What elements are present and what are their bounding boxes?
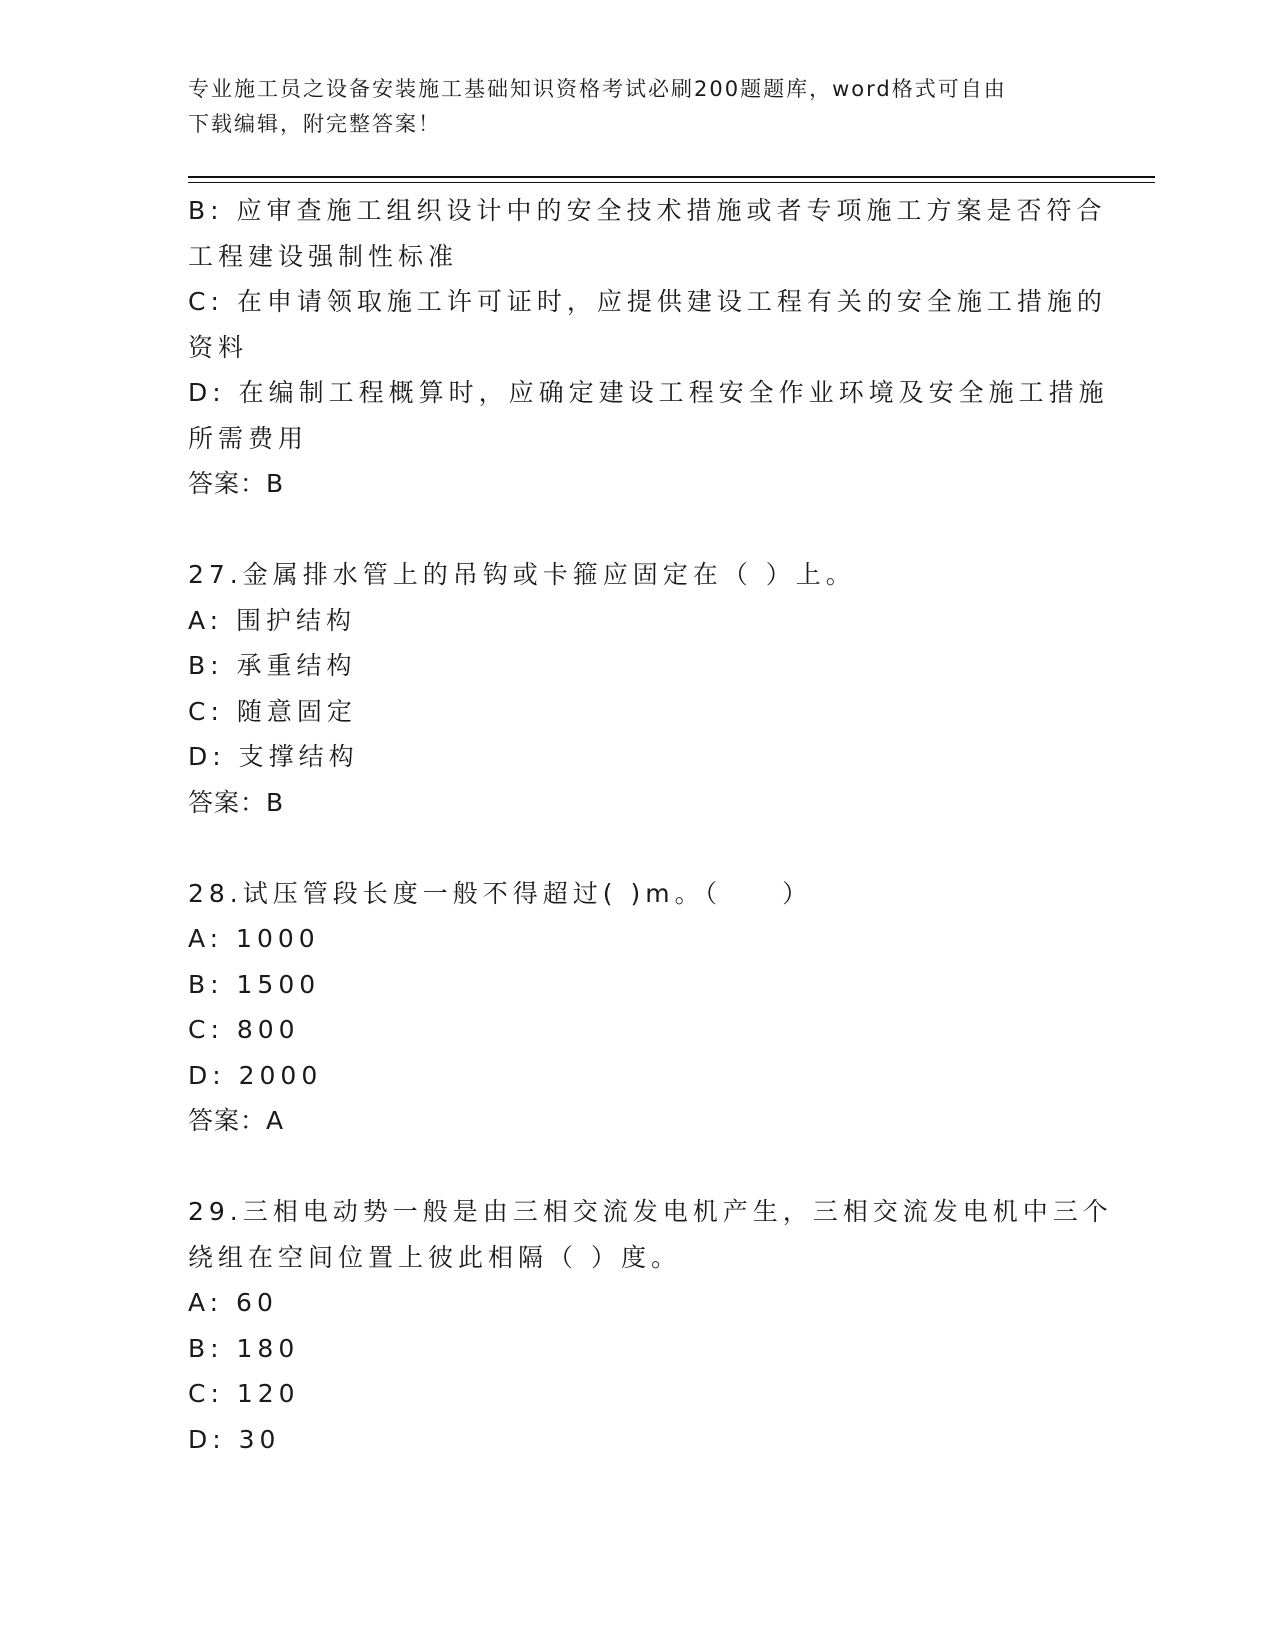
header-divider-thick (188, 176, 1155, 178)
header-line-2: 下载编辑，附完整答案！ (188, 112, 441, 136)
q28-answer: 答案：A (188, 1106, 285, 1135)
spacer (188, 825, 1088, 871)
q28-option-c: C: 800 (188, 1015, 300, 1044)
q26-option-c-line-1: C: 在申请领取施工许可证时，应提供建设工程有关的安全施工措施的 (188, 287, 1107, 316)
q28-option-b: B: 1500 (188, 969, 321, 999)
q26-answer: 答案：B (188, 469, 285, 498)
q27-answer: 答案：B (188, 787, 285, 817)
document-header (188, 72, 1068, 142)
question-28-block (188, 871, 1088, 1144)
q29-option-b: B: 180 (188, 1333, 300, 1363)
q27-question: 27.金属排水管上的吊钩或卡箍应固定在（ ）上。 (188, 560, 856, 589)
q28-option-a: A: 1000 (188, 924, 320, 953)
header-line-1: 专业施工员之设备安装施工基础知识资格考试必刷200题题库，word格式可自由 (188, 77, 1007, 101)
q27-option-d: D: 支撑结构 (188, 742, 359, 771)
document-body (188, 188, 1113, 1462)
q26-option-b-line-1: B: 应审查施工组织设计中的安全技术措施或者专项施工方案是否符合 (188, 196, 1107, 225)
q29-question-line-2: 绕组在空间位置上彼此相隔（ ）度。 (188, 1242, 681, 1272)
q29-option-a: A: 60 (188, 1288, 278, 1317)
q28-option-d: D: 2000 (188, 1060, 323, 1090)
q26-option-b-line-2: 工程建设强制性标准 (188, 241, 459, 271)
spacer (188, 1144, 1088, 1190)
q29-option-d: D: 30 (188, 1424, 281, 1454)
q27-option-a: A: 围护结构 (188, 605, 357, 635)
question-29-block (188, 1189, 1113, 1462)
q26-option-d-line-2: 所需费用 (188, 423, 309, 453)
question-27-block (188, 552, 1088, 825)
q27-option-b: B: 承重结构 (188, 651, 357, 680)
q28-question: 28.试压管段长度一般不得超过( )m。（ ） (188, 878, 813, 908)
q29-option-c: C: 120 (188, 1379, 300, 1408)
q26-option-c-line-2: 资料 (188, 332, 249, 362)
question-26-block (188, 188, 1109, 507)
header-divider-thin (188, 182, 1155, 183)
q27-option-c: C: 随意固定 (188, 696, 357, 726)
spacer (188, 507, 1088, 553)
q29-question-line-1: 29.三相电动势一般是由三相交流发电机产生，三相交流发电机中三个 (188, 1197, 1113, 1226)
q26-option-d-line-1: D: 在编制工程概算时，应确定建设工程安全作业环境及安全施工措施 (188, 378, 1109, 407)
